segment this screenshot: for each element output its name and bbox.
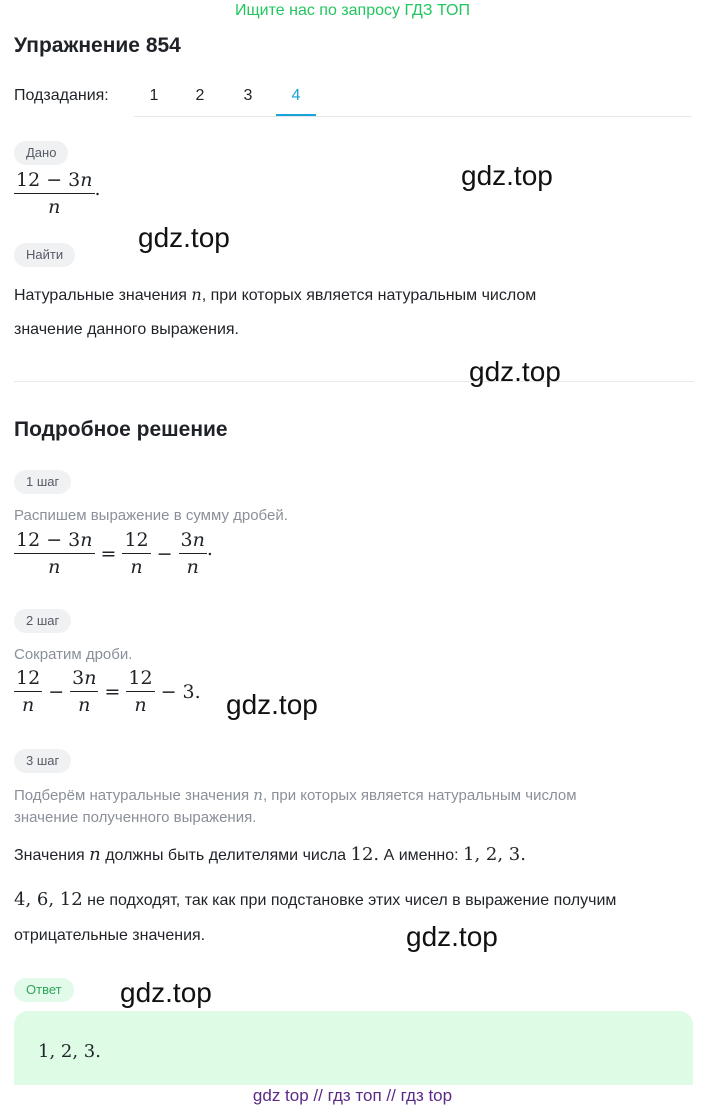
find-text-line2: значение данного выражения. (14, 321, 239, 338)
watermark: gdz.top (226, 689, 318, 720)
step-3-hint-line2: значение полученного выражения. (14, 809, 257, 826)
subtask-tab-4[interactable]: 4 (276, 78, 316, 116)
step-1-hint: Распишем выражение в сумму дробей. (14, 507, 288, 524)
subtask-tab-1[interactable]: 1 (149, 87, 159, 104)
find-text-line1: Натуральные значения n, при которых является натуральным числом (14, 285, 537, 304)
step-3-text-line3: отрицательные значения. (14, 927, 206, 944)
step-2-fraction-2: $\frac{3n}{n}$ (72, 667, 97, 716)
subtask-tabs (134, 78, 692, 117)
step-1-pill: 1 шаг (14, 470, 71, 494)
answer-pill: Ответ (14, 978, 74, 1002)
subtask-tab-3[interactable]: 3 (243, 87, 253, 104)
given-expression: $\frac{12 - 3n}{n}$ . (16, 169, 101, 218)
watermark: gdz.top (461, 160, 553, 191)
answer-value: 1, 2, 3. (38, 1041, 101, 1062)
footer-links[interactable]: gdz top // гдз топ // гдз top (252, 1086, 453, 1105)
watermark: gdz.top (138, 222, 230, 253)
section-divider (14, 381, 694, 382)
given-pill: Дано (14, 141, 68, 165)
step-2-pill: 2 шаг (14, 609, 71, 633)
find-pill: Найти (14, 243, 75, 267)
promo-banner: Ищите нас по запросу ГДЗ ТОП (235, 2, 470, 19)
step-3-text-line2: 4, 6, 12 не подходят, так как при подстановке этих чисел в выражение получим (14, 889, 617, 910)
watermark: gdz.top (406, 921, 498, 952)
step-1-expression: $\frac{12 - 3n}{n}$ = $\frac{12}{n}$ − $\frac{3n}{n}$ . (16, 529, 213, 578)
step-3-pill: 3 шаг (14, 749, 71, 773)
step-1-fraction-3: $\frac{3n}{n}$ (180, 529, 205, 578)
step-2-expression: $\frac{12}{n}$ − $\frac{3n}{n}$ = $\frac{12}{n}$ − 3. (16, 667, 201, 716)
step-2-fraction-1: $\frac{12}{n}$ (16, 667, 41, 716)
step-2-fraction-3: $\frac{12}{n}$ (128, 667, 153, 716)
watermark: gdz.top (120, 977, 212, 1008)
given-fraction: $\frac{12 - 3n}{n}$ (16, 169, 93, 218)
solution-title: Подробное решение (14, 418, 228, 441)
step-3-text-line1: Значения n должны быть делителями числа 12. А именно: 1, 2, 3. (14, 844, 526, 865)
step-1-fraction-1: $\frac{12 - 3n}{n}$ (16, 529, 93, 578)
exercise-title: Упражнение 854 (14, 34, 181, 57)
step-2-hint: Сократим дроби. (14, 646, 133, 663)
step-1-fraction-2: $\frac{12}{n}$ (124, 529, 149, 578)
answer-box (14, 1011, 693, 1085)
step-3-hint-line1: Подберём натуральные значения n, при которых является натуральным числом (14, 786, 577, 804)
subtasks-label: Подзадания: (14, 87, 109, 104)
watermark: gdz.top (469, 356, 561, 387)
subtask-tab-2[interactable]: 2 (195, 87, 205, 104)
